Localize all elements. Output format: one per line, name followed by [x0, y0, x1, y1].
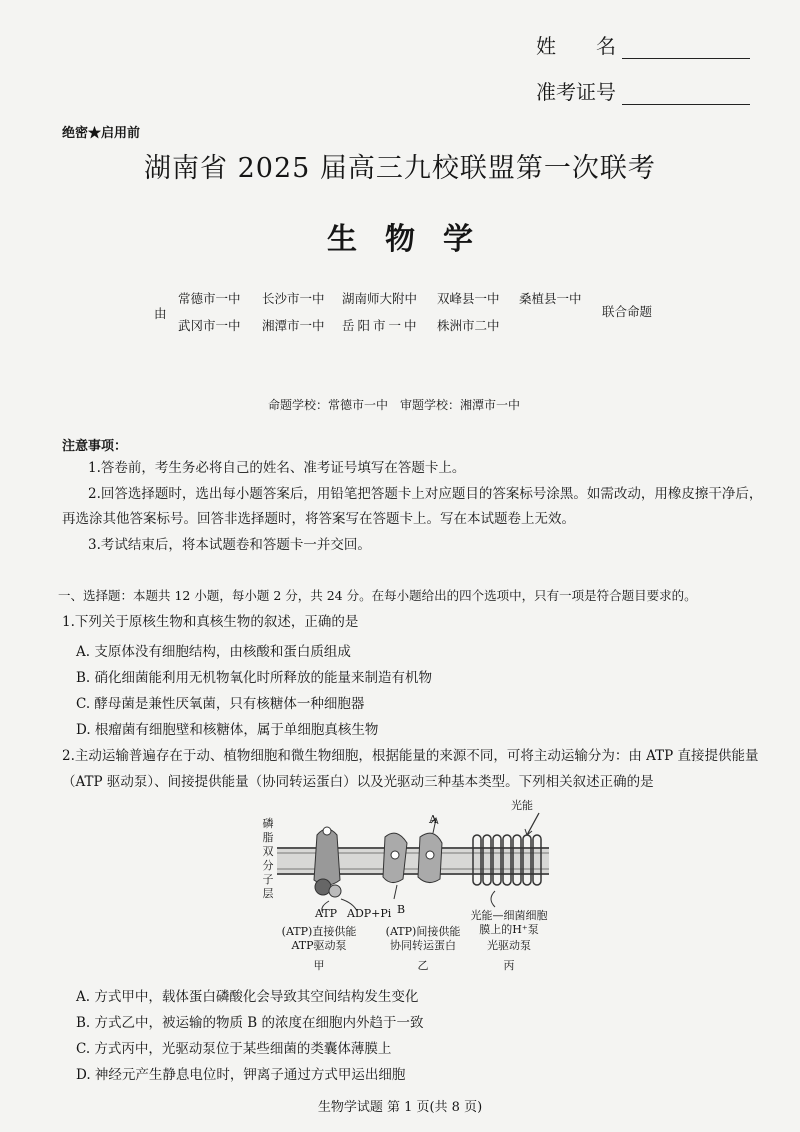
- school: 桑植县一中: [519, 291, 582, 306]
- molecule-b: [391, 851, 399, 859]
- name-blank: [622, 38, 750, 59]
- light-arrow: [527, 813, 539, 835]
- adp-label: ADP+Pi: [347, 907, 392, 920]
- school: 武冈市一中: [178, 318, 241, 333]
- exam-id-label: 准考证号: [536, 80, 616, 104]
- light-label: 光能: [511, 799, 533, 812]
- q1-option-d: D. 根瘤菌有细胞壁和核糖体，属于单细胞真核生物: [76, 722, 379, 738]
- pump-subunit: [315, 879, 331, 895]
- membrane-char: 双: [262, 845, 274, 858]
- q2-stem-line2: （ATP 驱动泵）、间接提供能量（协同转运蛋白）以及光驱动三种基本类型。下列相关叙述正确的是: [62, 774, 654, 790]
- note-2-cont: 再选涂其他答案标号。回答非选择题时，将答案写在答题卡上。写在本试题卷上无效。: [62, 511, 575, 527]
- proton-arrow: [491, 891, 495, 907]
- page-footer: 生物学试题 第 1 页(共 8 页): [317, 1100, 483, 1115]
- yi-label: 乙: [417, 959, 429, 972]
- jia-label: 甲: [313, 959, 325, 972]
- membrane-char: 层: [262, 887, 274, 900]
- exam-id-field: [536, 76, 750, 105]
- bing-line3: 光驱动泵: [487, 939, 531, 952]
- q1-option-a: A. 支原体没有细胞结构，由核酸和蛋白质组成: [76, 644, 351, 660]
- label-b: B: [397, 903, 406, 916]
- q2-option-c: C. 方式丙中，光驱动泵位于某些细菌的类囊体薄膜上: [76, 1041, 392, 1057]
- q1-option-b: B. 硝化细菌能利用无机物氧化时所释放的能量来制造有机物: [76, 670, 433, 686]
- jia-line1: (ATP)直接供能: [281, 925, 357, 938]
- school: 长沙市一中: [262, 291, 325, 306]
- q1-option-c: C. 酵母菌是兼性厌氧菌，只有核糖体一种细胞器: [76, 696, 365, 712]
- note-1: 1.答卷前，考生务必将自己的姓名、准考证号填写在答题卡上。: [88, 460, 466, 476]
- substrate-molecule: [323, 827, 331, 835]
- arrow-b: [394, 885, 397, 899]
- schools-prefix: 由: [154, 306, 167, 321]
- label-a: A: [429, 813, 437, 826]
- school: 常德市一中: [178, 291, 241, 306]
- notes-title: 注意事项：: [62, 439, 128, 454]
- name-label: 姓 名: [536, 34, 616, 58]
- bing-line2: 膜上的H⁺泵: [479, 923, 539, 936]
- q2-stem-line1: 2.主动运输普遍存在于动、植物细胞和微生物细胞，根据能量的来源不同，可将主动运输分为：由 ATP 直接提供能量: [62, 748, 759, 764]
- q2-option-a: A. 方式甲中，载体蛋白磷酸化会导致其空间结构发生变化: [76, 989, 419, 1005]
- q1-stem: 1.下列关于原核生物和真核生物的叙述，正确的是: [62, 614, 359, 630]
- atp-pump-protein: [314, 829, 340, 885]
- section-heading: 一、选择题：本题共 12 小题，每小题 2 分，共 24 分。在每小题给出的四个选项中，只有一项是符合题目要求的。: [58, 588, 697, 603]
- subject-title: 生物学: [327, 222, 501, 257]
- exam-title: 湖南省 2025 届高三九校联盟第一次联考: [144, 153, 656, 184]
- yi-line2: 协同转运蛋白: [390, 939, 456, 952]
- membrane-char: 脂: [262, 831, 274, 844]
- exam-id-blank: [622, 84, 750, 105]
- schools-suffix: 联合命题: [602, 304, 653, 319]
- yi-line1: (ATP)间接供能: [385, 925, 461, 938]
- school: 湖南师大附中: [342, 291, 418, 306]
- q2-option-d: D. 神经元产生静息电位时，钾离子通过方式甲运出细胞: [76, 1067, 406, 1083]
- secret-mark: 绝密★启用前: [62, 126, 141, 141]
- school: 岳阳市一中: [342, 318, 420, 333]
- note-2: 2.回答选择题时，选出每小题答案后，用铅笔把答题卡上对应题目的答案标号涂黑。如需改动，用橡皮擦干净后，: [88, 486, 763, 502]
- pump-subunit: [329, 885, 341, 897]
- school: 湘潭市一中: [262, 318, 325, 333]
- school: 双峰县一中: [437, 291, 500, 306]
- molecule-a: [426, 851, 434, 859]
- membrane-char: 分: [262, 859, 274, 872]
- q2-option-b: B. 方式乙中，被运输的物质 B 的浓度在细胞内外趋于一致: [76, 1015, 424, 1031]
- bing-label: 丙: [503, 959, 515, 972]
- bing-line1: 光能—细菌细胞: [470, 909, 548, 922]
- membrane-char: 磷: [262, 817, 274, 830]
- transport-figure: [255, 795, 555, 975]
- school: 株洲市二中: [437, 318, 500, 333]
- jia-line2: ATP驱动泵: [291, 939, 347, 952]
- makers-line: 命题学校：常德市一中 审题学校：湘潭市一中: [268, 398, 521, 412]
- membrane-label: [261, 817, 275, 901]
- atp-label: ATP: [315, 907, 338, 920]
- membrane-char: 子: [262, 873, 274, 886]
- note-3: 3.考试结束后，将本试题卷和答题卡一并交回。: [88, 537, 371, 553]
- name-field: [536, 30, 750, 59]
